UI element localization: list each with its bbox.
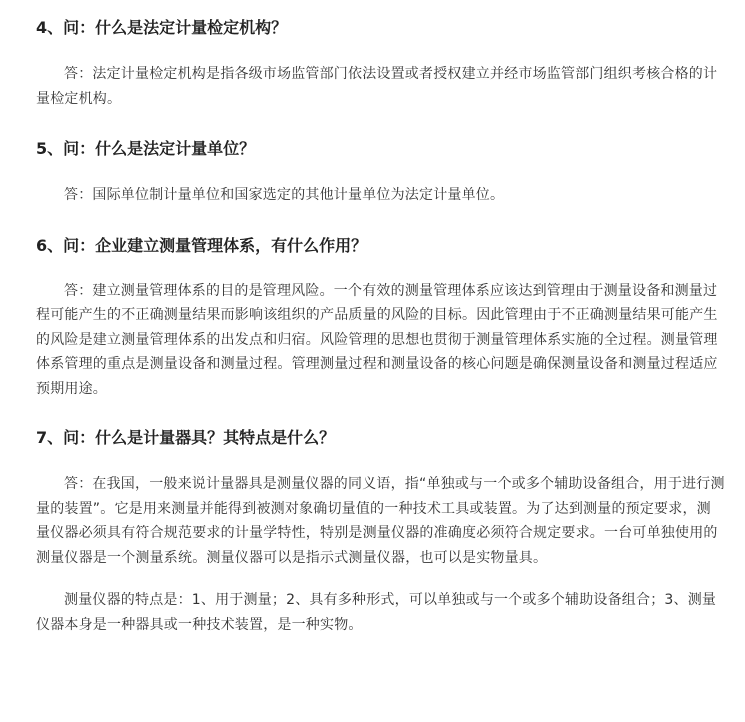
question-heading: 4、问：什么是法定计量检定机构？ xyxy=(36,18,288,37)
question-heading: 6、问：企业建立测量管理体系，有什么作用？ xyxy=(36,235,368,255)
question-heading: 5、问：什么是法定计量单位？ xyxy=(36,139,256,158)
answer-paragraph: 答：国际单位制计量单位和国家选定的其他计量单位为法定计量单位。 xyxy=(64,187,505,203)
qa-item-4 xyxy=(36,0,725,111)
answer-paragraph: 答：在我国，一般来说计量器具是测量仪器的同义语，指“单独或与一个或多个辅助设备组合，用于进行测量的装置”。它是用来测量并能得到被测对象确切量值的一种技术工具或装置。为了达到测量的预定要求，测量仪器必须具有符合规范要求的计量学特性，特别是测量仪器的准确度必须符合规定要求。一台可单独使用的测量仪器是一个测量系统。测量仪器可以是指示式测量仪器，也可以是实物量具。 xyxy=(36,476,725,566)
answer-paragraph: 答：法定计量检定机构是指各级市场监管部门依法设置或者授权建立并经市场监管部门组织考核合格的计量检定机构。 xyxy=(36,66,718,107)
answer-paragraph-features: 测量仪器的特点是：1、用于测量；2、具有多种形式，可以单独或与一个或多个辅助设备组合；3、测量仪器本身是一种器具或一种技术装置，是一种实物。 xyxy=(36,592,717,633)
qa-item-7 xyxy=(36,426,725,637)
qa-item-6 xyxy=(36,234,725,402)
qa-item-5 xyxy=(36,137,725,208)
question-heading: 7、问：什么是计量器具？其特点是什么？ xyxy=(36,428,336,447)
answer-paragraph: 答：建立测量管理体系的目的是管理风险。一个有效的测量管理体系应该达到管理由于测量设备和测量过程可能产生的不正确测量结果而影响该组织的产品质量的风险的目标。因此管理由于不正确测量结果可能产生的风险是建立测量管理体系的出发点和归宿。风险管理的思想也贯彻于测量管理体系实施的全过程。测量管理体系管理的重点是测量设备和测量过程。管理测量过程和测量设备的核心问题是确保测量设备和测量过程适应预期用途。 xyxy=(36,282,718,397)
